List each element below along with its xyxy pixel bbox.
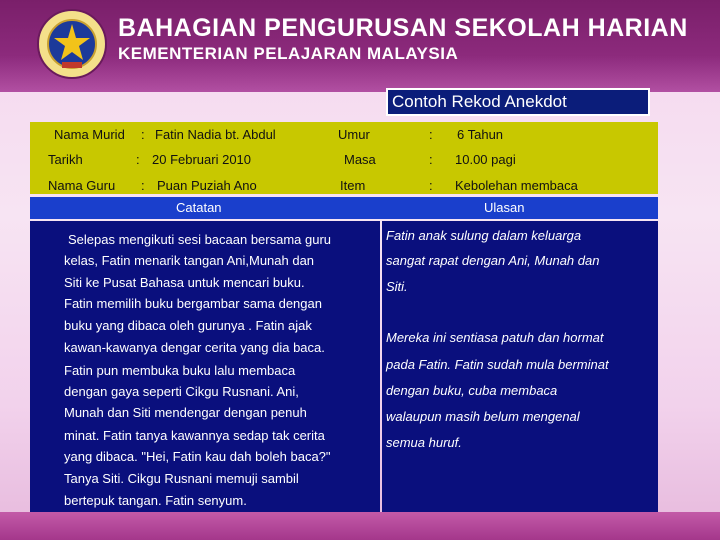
ulasan-line: Mereka ini sentiasa patuh dan hormat xyxy=(386,330,604,345)
ulasan-line: pada Fatin. Fatin sudah mula berminat xyxy=(386,357,609,372)
catatan-line: Fatin pun membuka buku lalu membaca xyxy=(64,363,296,378)
catatan-panel xyxy=(30,221,380,540)
catatan-line: Siti ke Pusat Bahasa untuk mencari buku. xyxy=(64,275,305,290)
header-banner xyxy=(0,0,720,92)
item-label: Item xyxy=(340,178,366,193)
item-sep: : xyxy=(429,178,433,193)
footer-bar xyxy=(0,512,720,540)
catatan-line: yang dibaca. "Hei, Fatin kau dah boleh baca?" xyxy=(64,449,331,464)
ministry-crest-icon xyxy=(36,8,108,80)
umur-sep: : xyxy=(429,127,433,142)
header-title: BAHAGIAN PENGURUSAN SEKOLAH HARIAN xyxy=(118,14,688,42)
tarikh-label: Tarikh xyxy=(48,152,83,167)
guru-sep: : xyxy=(141,178,145,193)
guru-label: Nama Guru xyxy=(48,178,116,193)
catatan-line: Tanya Siti. Cikgu Rusnani memuji sambil xyxy=(64,471,299,486)
column-header-row xyxy=(30,197,658,219)
murid-label: Nama Murid xyxy=(54,127,125,142)
catatan-line: minat. Fatin tanya kawannya sedap tak cerita xyxy=(64,428,325,443)
tarikh-sep: : xyxy=(136,152,140,167)
umur-value: 6 Tahun xyxy=(457,127,504,142)
record-title-box xyxy=(386,88,650,116)
ulasan-line: semua huruf. xyxy=(386,435,462,450)
ulasan-header: Ulasan xyxy=(484,200,525,215)
guru-value: Puan Puziah Ano xyxy=(157,178,257,193)
header-subtitle: KEMENTERIAN PELAJARAN MALAYSIA xyxy=(118,44,459,63)
ulasan-line: dengan buku, cuba membaca xyxy=(386,383,558,398)
murid-sep: : xyxy=(141,127,145,142)
catatan-line: kelas, Fatin menarik tangan Ani,Munah dan xyxy=(64,253,315,268)
catatan-line: dengan gaya seperti Cikgu Rusnani. Ani, xyxy=(64,384,299,399)
ulasan-line: Fatin anak sulung dalam keluarga xyxy=(386,228,582,243)
record-title: Contoh Rekod Anekdot xyxy=(392,92,567,111)
ulasan-line: walaupun masih belum mengenal xyxy=(386,409,580,424)
catatan-line: kawan-kawanya dengar cerita yang dia baca. xyxy=(64,340,325,355)
catatan-line: Munah dan Siti mendengar dengan penuh xyxy=(64,405,307,420)
ulasan-line: sangat rapat dengan Ani, Munah dan xyxy=(386,253,600,268)
murid-value: Fatin Nadia bt. Abdul xyxy=(155,127,276,142)
ulasan-panel xyxy=(382,221,658,540)
tarikh-value: 20 Februari 2010 xyxy=(152,152,252,167)
catatan-line: buku yang dibaca oleh gurunya . Fatin ajak xyxy=(64,318,312,333)
record-info-panel xyxy=(30,122,658,194)
item-value: Kebolehan membaca xyxy=(455,178,578,193)
catatan-header: Catatan xyxy=(176,200,222,215)
masa-label: Masa xyxy=(344,152,376,167)
catatan-line: bertepuk tangan. Fatin senyum. xyxy=(64,493,247,508)
catatan-line: Fatin memilih buku bergambar sama dengan xyxy=(64,296,322,311)
ulasan-line: Siti. xyxy=(386,279,408,294)
masa-sep: : xyxy=(429,152,433,167)
umur-label: Umur xyxy=(338,127,370,142)
masa-value: 10.00 pagi xyxy=(455,152,516,167)
catatan-line: Selepas mengikuti sesi bacaan bersama guru xyxy=(68,232,332,247)
